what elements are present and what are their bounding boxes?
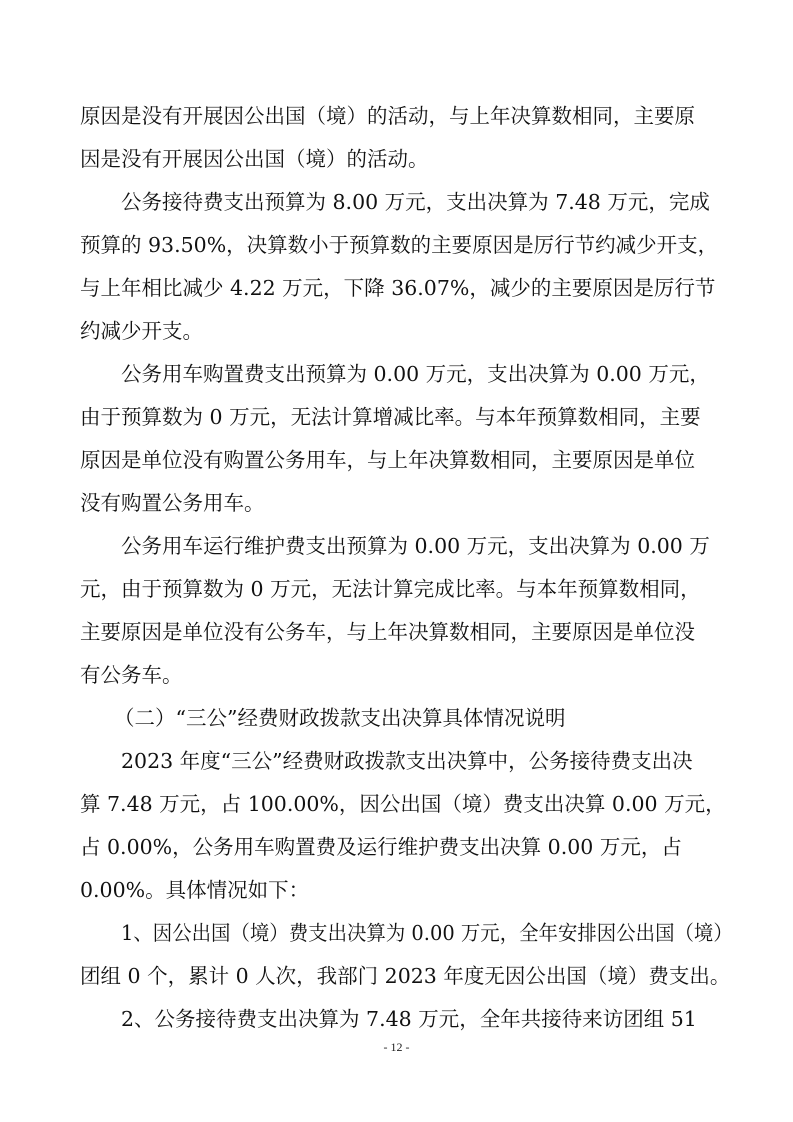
- text-line: 2023 年度“三公”经费财政拨款支出决算中，公务接待费支出决: [121, 749, 693, 773]
- text-line: 与上年相比减少 4.22 万元，下降 36.07%，减少的主要原因是厉行节: [80, 276, 716, 300]
- text-line: 公务用车运行维护费支出预算为 0.00 万元，支出决算为 0.00 万: [121, 534, 710, 558]
- text-line: 公务用车购置费支出预算为 0.00 万元，支出决算为 0.00 万元，: [121, 362, 710, 386]
- text-line: 原因是单位没有购置公务用车，与上年决算数相同，主要原因是单位: [80, 448, 695, 472]
- page-number: - 12 -: [383, 1040, 410, 1054]
- text-line: 原因是没有开展因公出国（境）的活动，与上年决算数相同，主要原: [80, 104, 695, 128]
- text-line: 由于预算数为 0 万元，无法计算增减比率。与本年预算数相同，主要: [80, 405, 701, 429]
- text-line: 占 0.00%，公务用车购置费及运行维护费支出决算 0.00 万元，占: [80, 835, 682, 859]
- text-line: 团组 0 个，累计 0 人次，我部门 2023 年度无因公出国（境）费支出。: [80, 964, 731, 988]
- text-line: 因是没有开展因公出国（境）的活动。: [80, 147, 429, 171]
- text-line: 算 7.48 万元，占 100.00%，因公出国（境）费支出决算 0.00 万元，: [80, 792, 726, 816]
- text-line: 没有购置公务用车。: [80, 491, 265, 515]
- text-line: 公务接待费支出预算为 8.00 万元，支出决算为 7.48 万元，完成: [121, 190, 710, 214]
- text-line: 元，由于预算数为 0 万元，无法计算完成比率。与本年预算数相同，: [80, 577, 701, 601]
- text-line: 0.00%。具体情况如下：: [80, 878, 310, 902]
- text-line: 预算的 93.50%，决算数小于预算数的主要原因是厉行节约减少开支，: [80, 233, 719, 257]
- text-line: 有公务车。: [80, 663, 183, 687]
- text-line: 约减少开支。: [80, 319, 203, 343]
- text-line: 主要原因是单位没有公务车，与上年决算数相同，主要原因是单位没: [80, 620, 695, 644]
- section-heading: （二）“三公”经费财政拨款支出决算具体情况说明: [114, 706, 566, 730]
- text-line: 1、因公出国（境）费支出决算为 0.00 万元，全年安排因公出国（境）: [121, 921, 733, 945]
- text-line: 2、公务接待费支出决算为 7.48 万元，全年共接待来访团组 51: [121, 1007, 697, 1031]
